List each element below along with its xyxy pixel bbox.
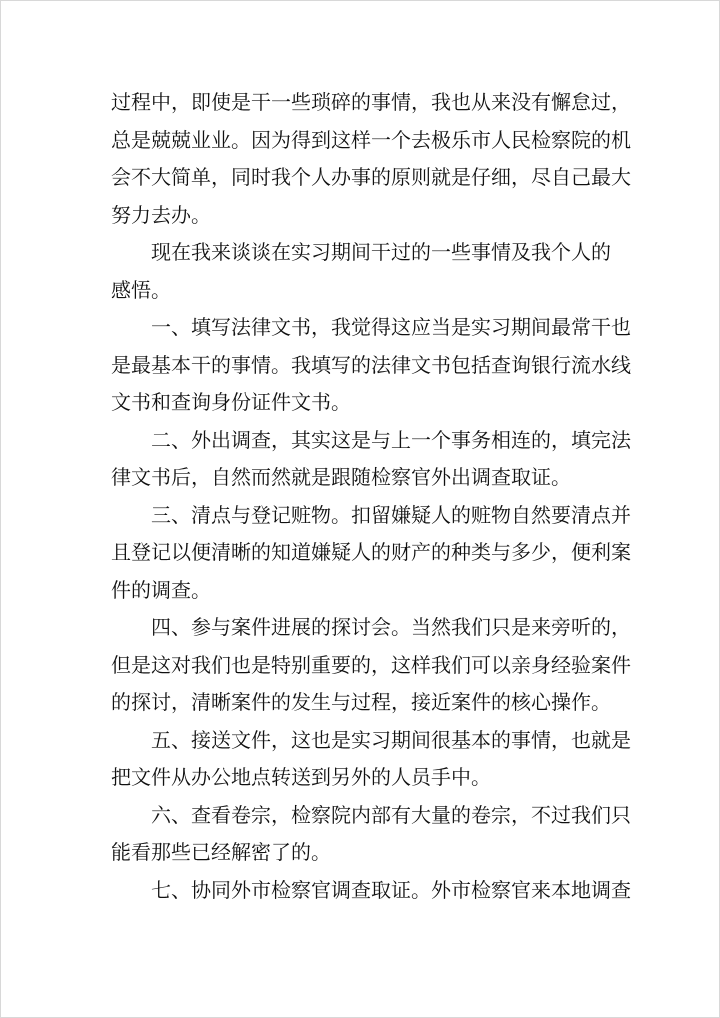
text-line: 三、清点与登记赃物。扣留嫌疑人的赃物自然要清点并 <box>151 502 631 527</box>
paragraph <box>111 497 631 610</box>
text-line: 是最基本干的事情。我填写的法律文书包括查询银行流水线 <box>111 352 631 377</box>
text-line: 过程中，即使是干一些琐碎的事情，我也从来没有懈怠过， <box>111 90 631 114</box>
text-line: 把文件从办公地点转送到另外的人员手中。 <box>111 765 491 789</box>
paragraph <box>111 234 616 309</box>
text-line: 四、参与案件进展的探讨会。当然我们只是来旁听的， <box>151 615 631 639</box>
text-line: 现在我来谈谈在实习期间干过的一些事情及我个人的 <box>151 240 611 264</box>
text-line: 七、协同外市检察官调查取证。外市检察官来本地调查 <box>151 877 631 902</box>
paragraph <box>111 609 631 722</box>
text-line: 五、接送文件，这也是实习期间很基本的事情，也就是 <box>151 727 631 752</box>
text-line: 且登记以便清晰的知道嫌疑人的财产的种类与多少，便利案 <box>111 540 631 564</box>
paragraph <box>111 797 631 872</box>
paragraph <box>111 84 631 234</box>
text-line: 文书和查询身份证件文书。 <box>111 390 351 414</box>
document-body <box>111 84 631 909</box>
paragraph <box>111 722 631 797</box>
text-line: 努力去办。 <box>111 202 211 227</box>
paragraph <box>111 872 631 910</box>
text-line: 一、填写法律文书，我觉得这应当是实习期间最常干也 <box>151 315 631 339</box>
text-line: 律文书后，自然而然就是跟随检察官外出调查取证。 <box>111 465 571 489</box>
text-line: 总是兢兢业业。因为得到这样一个去极乐市人民检察院的机 <box>111 127 631 152</box>
paragraph <box>111 309 631 422</box>
text-line: 感悟。 <box>111 277 171 302</box>
text-line: 的探讨，清晰案件的发生与过程，接近案件的核心操作。 <box>111 690 611 714</box>
text-line: 能看那些已经解密了的。 <box>111 840 331 864</box>
text-line: 件的调查。 <box>111 577 211 602</box>
paragraph <box>111 422 631 497</box>
text-line: 会不大简单，同时我个人办事的原则就是仔细，尽自己最大 <box>111 165 631 189</box>
text-line: 二、外出调查，其实这是与上一个事务相连的，填完法 <box>151 427 631 452</box>
text-line: 但是这对我们也是特别重要的，这样我们可以亲身经验案件 <box>111 652 631 677</box>
text-line: 六、查看卷宗，检察院内部有大量的卷宗，不过我们只 <box>151 802 631 827</box>
